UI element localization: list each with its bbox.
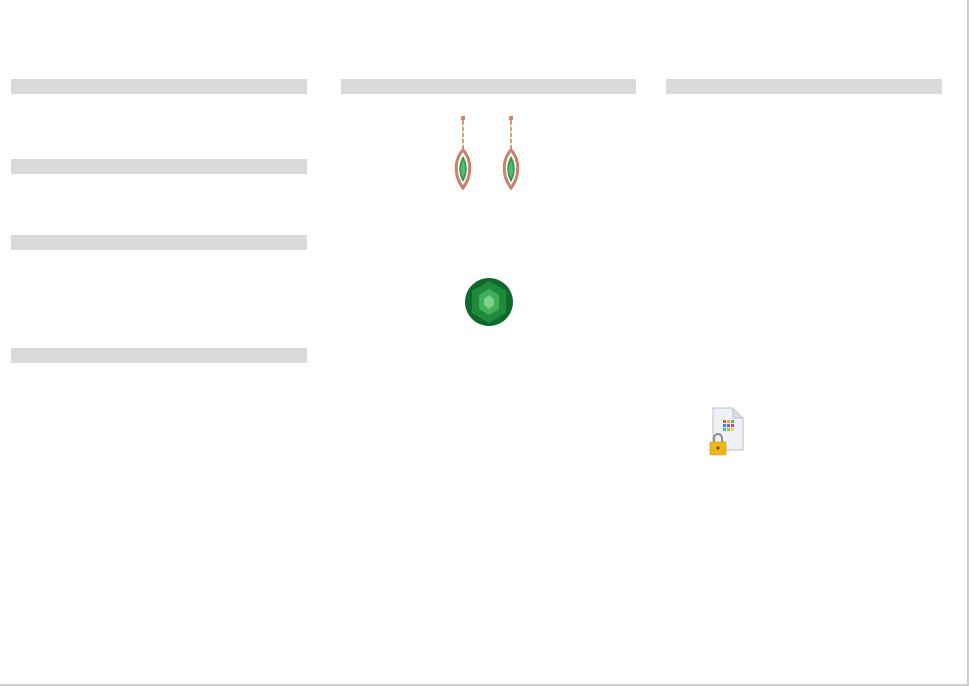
section-image bbox=[341, 79, 636, 94]
barcode bbox=[706, 37, 943, 57]
gemewizard-color-palette bbox=[340, 375, 620, 525]
signed-document-icon bbox=[707, 406, 745, 458]
section-main-gem bbox=[11, 348, 307, 363]
qr-code[interactable] bbox=[674, 578, 726, 630]
watermark-left bbox=[11, 95, 307, 640]
earrings-photo bbox=[444, 112, 530, 192]
color-reference-gem bbox=[464, 277, 514, 327]
earring-left bbox=[456, 116, 470, 188]
earring-right bbox=[504, 116, 518, 188]
report-date bbox=[11, 79, 307, 94]
section-additional-gem bbox=[666, 79, 942, 94]
section-mounting bbox=[11, 235, 307, 250]
section-description bbox=[11, 159, 307, 174]
